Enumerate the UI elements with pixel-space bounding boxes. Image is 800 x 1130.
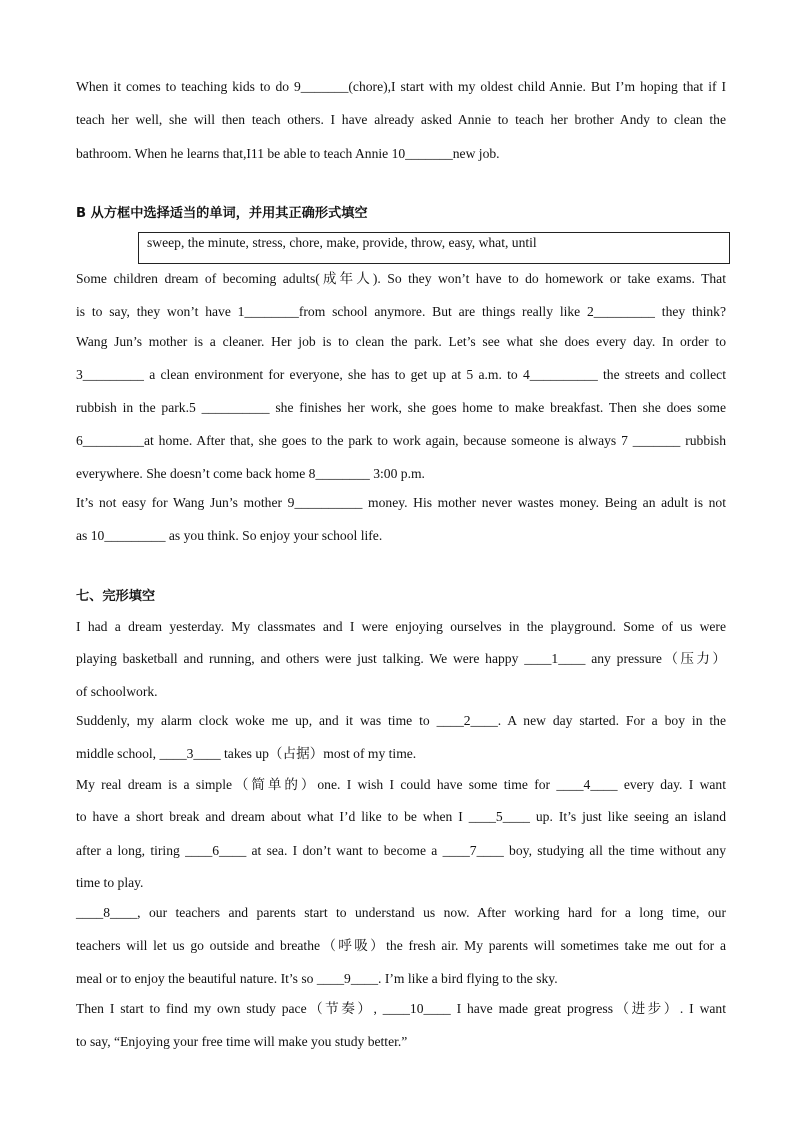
section-b-heading: B 从方框中选择适当的单词，并用其正确形式填空 — [76, 206, 368, 221]
paragraph-line: ____8____, our teachers and parents start to understand us now. After working hard for a long time, our — [76, 905, 726, 920]
paragraph-line: everywhere. She doesn’t come back home 8________ 3:00 p.m. — [76, 466, 425, 481]
paragraph-line: I had a dream yesterday. My classmates and I were enjoying ourselves in the playground. Some of us were — [76, 619, 726, 634]
paragraph-line: of schoolwork. — [76, 684, 158, 699]
paragraph-line: bathroom. When he learns that,I11 be able to teach Annie 10_______new job. — [76, 146, 500, 161]
paragraph-line: middle school, ____3____ takes up（占据）most of my time. — [76, 746, 417, 761]
word-box — [138, 232, 730, 264]
paragraph-line: meal or to enjoy the beautiful nature. It’s so ____9____. I’m like a bird flying to the sky. — [76, 971, 558, 986]
paragraph-line: to say, “Enjoying your free time will make you study better.” — [76, 1034, 408, 1049]
paragraph-line: teach her well, she will then teach others. I have already asked Annie to teach her brother Andy to clean the — [76, 112, 726, 127]
paragraph-line: 6_________at home. After that, she goes to the park to work again, because someone is always 7 _______ rubbish — [76, 433, 726, 448]
paragraph-line: Suddenly, my alarm clock woke me up, and it was time to ____2____. A new day started. For a boy in the — [76, 713, 726, 728]
paragraph-line: teachers will let us go outside and breathe（呼吸）the fresh air. My parents will sometimes take me out for a — [76, 938, 726, 953]
paragraph-line: Wang Jun’s mother is a cleaner. Her job is to clean the park. Let’s see what she does every day. In order to — [76, 334, 726, 349]
paragraph-line: 3_________ a clean environment for everyone, she has to get up at 5 a.m. to 4__________ the streets and collect — [76, 367, 726, 382]
paragraph-line: It’s not easy for Wang Jun’s mother 9__________ money. His mother never wastes money. Being an adult is not — [76, 495, 726, 510]
paragraph-line: after a long, tiring ____6____ at sea. I don’t want to become a ____7____ boy, studying all the time without any — [76, 843, 726, 858]
paragraph-line: playing basketball and running, and others were just talking. We were happy ____1____ any pressure（压力） — [76, 651, 726, 666]
paragraph-line: Some children dream of becoming adults(成年人). So they won’t have to do homework or take exams. That — [76, 271, 726, 286]
paragraph-line: is to say, they won’t have 1________from school anymore. But are things really like 2_________ they think? — [76, 304, 726, 319]
paragraph-line: My real dream is a simple（简单的）one. I wish I could have some time for ____4____ every day. I want — [76, 777, 726, 792]
paragraph-line: When it comes to teaching kids to do 9_______(chore),I start with my oldest child Annie. But I’m hoping that if I — [76, 79, 726, 94]
word-box-text: sweep, the minute, stress, chore, make, provide, throw, easy, what, until — [147, 235, 537, 250]
paragraph-line: time to play. — [76, 875, 144, 890]
section-7-heading: 七、完形填空 — [76, 589, 156, 604]
paragraph-line: as 10_________ as you think. So enjoy your school life. — [76, 528, 383, 543]
paragraph-line: Then I start to find my own study pace（节奏）, ____10____ I have made great progress（进步）. I want — [76, 1001, 726, 1016]
paragraph-line: to have a short break and dream about what I’d like to be when I ____5____ up. It’s just like seeing an island — [76, 809, 726, 824]
paragraph-line: rubbish in the park.5 __________ she finishes her work, she goes home to make breakfast. Then she does some — [76, 400, 726, 415]
